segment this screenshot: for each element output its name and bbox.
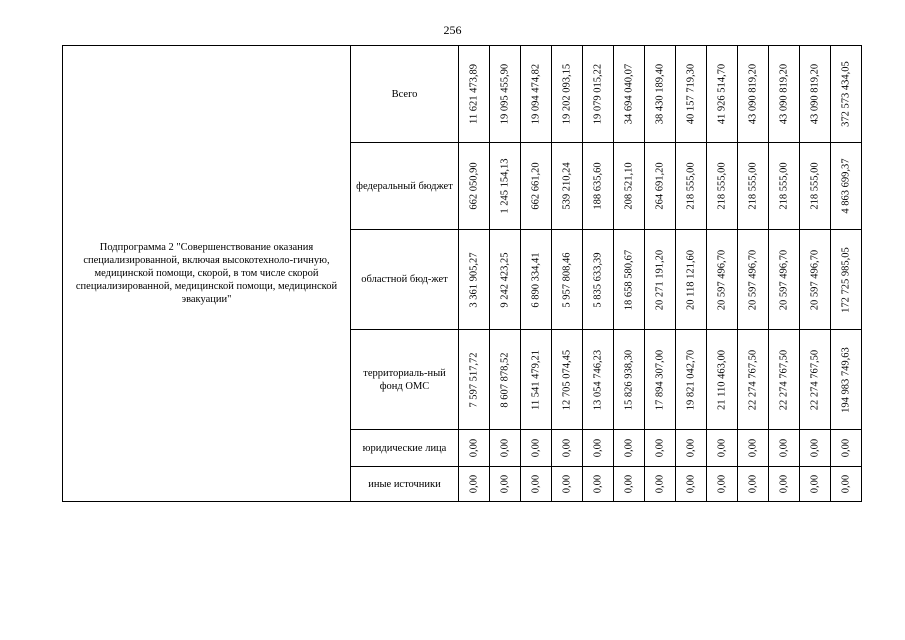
value-cell (676, 330, 707, 430)
value-text: 8 607 878,52 (499, 351, 511, 408)
value-cell (490, 46, 521, 143)
value-cell (521, 330, 552, 430)
value-cell (738, 430, 769, 467)
value-cell (707, 46, 738, 143)
funding-source-label: иные источники (351, 467, 459, 502)
funding-source-label: областной бюд-жет (351, 230, 459, 330)
value-text: 0,00 (840, 438, 852, 458)
value-text: 0,00 (468, 438, 480, 458)
value-cell (676, 143, 707, 230)
value-cell (738, 467, 769, 502)
value-cell (707, 467, 738, 502)
value-cell (490, 330, 521, 430)
value-cell (614, 230, 645, 330)
value-text: 38 430 189,40 (654, 63, 666, 125)
value-cell (831, 230, 862, 330)
value-text: 11 621 473,89 (468, 64, 480, 124)
value-text: 18 658 580,67 (623, 249, 635, 310)
value-cell (707, 430, 738, 467)
funding-source-label: юридические лица (351, 430, 459, 467)
value-text: 22 274 767,50 (778, 349, 790, 410)
value-text: 218 555,00 (809, 162, 821, 210)
value-text: 0,00 (840, 474, 852, 494)
value-cell (459, 467, 490, 502)
value-cell (645, 143, 676, 230)
value-text: 15 826 938,30 (623, 349, 635, 410)
value-cell (490, 467, 521, 502)
value-cell (738, 143, 769, 230)
value-cell (490, 430, 521, 467)
value-text: 0,00 (530, 474, 542, 494)
value-text: 662 661,20 (530, 162, 542, 210)
value-cell (552, 46, 583, 143)
value-text: 0,00 (561, 474, 573, 494)
value-text: 0,00 (778, 438, 790, 458)
value-cell (831, 430, 862, 467)
value-cell (583, 46, 614, 143)
value-text: 3 361 905,27 (468, 251, 480, 308)
value-text: 0,00 (778, 474, 790, 494)
value-text: 188 635,60 (592, 162, 604, 210)
funding-source-label: Всего (351, 46, 459, 143)
value-text: 20 597 496,70 (809, 249, 821, 310)
value-cell (769, 46, 800, 143)
value-text: 43 090 819,20 (747, 63, 759, 125)
value-cell (769, 330, 800, 430)
value-cell (521, 430, 552, 467)
value-text: 20 271 191,20 (654, 249, 666, 310)
value-text: 0,00 (468, 474, 480, 494)
value-cell (521, 467, 552, 502)
value-text: 0,00 (592, 474, 604, 494)
program-title: Подпрограмма 2 "Совершенствование оказания специализированной, включая высокотехноло-гичную, медицинской помощи, скорой, в том числе скорой специализированной, медицинской помощи, медицинской эвакуации" (63, 46, 351, 502)
value-text: 20 118 121,60 (685, 249, 697, 310)
value-text: 0,00 (654, 474, 666, 494)
value-text: 19 079 015,22 (592, 63, 604, 125)
funding-source-label: территориаль-ный фонд ОМС (351, 330, 459, 430)
value-cell (614, 330, 645, 430)
value-text: 218 555,00 (778, 162, 790, 210)
value-cell (645, 330, 676, 430)
value-cell (645, 230, 676, 330)
budget-table (62, 45, 862, 502)
value-text: 0,00 (592, 438, 604, 458)
value-text: 11 541 479,21 (530, 349, 542, 410)
value-cell (738, 230, 769, 330)
value-cell (800, 430, 831, 467)
value-cell (459, 330, 490, 430)
value-text: 218 555,00 (685, 162, 697, 210)
value-text: 19 094 474,82 (530, 63, 542, 125)
value-text: 208 521,10 (623, 162, 635, 210)
value-text: 41 926 514,70 (716, 63, 728, 125)
value-cell (769, 143, 800, 230)
value-cell (490, 143, 521, 230)
value-text: 172 725 985,05 (840, 246, 852, 313)
value-text: 21 110 463,00 (716, 349, 728, 410)
value-text: 40 157 719,30 (685, 63, 697, 125)
value-cell (583, 330, 614, 430)
value-text: 0,00 (499, 438, 511, 458)
value-text: 0,00 (716, 438, 728, 458)
value-text: 194 983 749,63 (840, 346, 852, 413)
value-cell (552, 430, 583, 467)
value-text: 0,00 (685, 438, 697, 458)
value-text: 218 555,00 (716, 162, 728, 210)
value-cell (738, 46, 769, 143)
value-text: 372 573 434,05 (840, 61, 852, 127)
value-text: 4 863 699,37 (840, 158, 852, 214)
value-cell (676, 230, 707, 330)
value-text: 0,00 (809, 474, 821, 494)
value-text: 0,00 (747, 474, 759, 494)
value-text: 264 691,20 (654, 162, 666, 210)
value-cell (521, 46, 552, 143)
value-cell (490, 230, 521, 330)
value-text: 5 957 808,46 (561, 251, 573, 308)
value-text: 13 054 746,23 (592, 349, 604, 410)
value-cell (831, 330, 862, 430)
value-text: 7 597 517,72 (468, 351, 480, 408)
value-cell (769, 430, 800, 467)
value-text: 17 894 307,00 (654, 349, 666, 410)
value-cell (800, 467, 831, 502)
value-text: 34 694 040,07 (623, 63, 635, 125)
value-text: 22 274 767,50 (747, 349, 759, 410)
value-text: 0,00 (561, 438, 573, 458)
value-cell (676, 467, 707, 502)
value-cell (800, 230, 831, 330)
value-cell (459, 143, 490, 230)
value-cell (645, 467, 676, 502)
value-cell (459, 46, 490, 143)
value-text: 0,00 (747, 438, 759, 458)
value-text: 662 050,90 (468, 162, 480, 210)
value-text: 22 274 767,50 (809, 349, 821, 410)
value-cell (614, 143, 645, 230)
value-cell (831, 467, 862, 502)
value-text: 0,00 (809, 438, 821, 458)
value-text: 0,00 (654, 438, 666, 458)
value-cell (800, 330, 831, 430)
value-text: 218 555,00 (747, 162, 759, 210)
value-cell (583, 467, 614, 502)
value-text: 20 597 496,70 (778, 249, 790, 310)
page-number: 256 (443, 23, 462, 37)
value-cell (769, 230, 800, 330)
value-text: 0,00 (530, 438, 542, 458)
value-text: 19 821 042,70 (685, 349, 697, 410)
value-cell (583, 230, 614, 330)
value-text: 19 202 093,15 (561, 63, 573, 125)
value-cell (707, 330, 738, 430)
value-cell (521, 143, 552, 230)
value-cell (676, 46, 707, 143)
value-text: 43 090 819,20 (809, 63, 821, 125)
value-text: 0,00 (716, 474, 728, 494)
value-cell (459, 430, 490, 467)
value-cell (645, 430, 676, 467)
value-text: 1 245 154,13 (499, 158, 511, 214)
value-cell (831, 143, 862, 230)
value-cell (645, 46, 676, 143)
value-cell (769, 467, 800, 502)
value-text: 0,00 (499, 474, 511, 494)
value-cell (552, 230, 583, 330)
value-cell (614, 46, 645, 143)
value-text: 43 090 819,20 (778, 63, 790, 125)
value-cell (831, 46, 862, 143)
value-text: 539 210,24 (561, 162, 573, 210)
value-cell (614, 430, 645, 467)
value-text: 0,00 (623, 438, 635, 458)
value-cell (583, 143, 614, 230)
value-cell (707, 230, 738, 330)
value-cell (552, 143, 583, 230)
value-cell (583, 430, 614, 467)
value-cell (521, 230, 552, 330)
value-text: 5 835 633,39 (592, 251, 604, 308)
value-cell (800, 46, 831, 143)
funding-source-label: федеральный бюджет (351, 143, 459, 230)
value-cell (676, 430, 707, 467)
value-cell (738, 330, 769, 430)
value-text: 9 242 423,25 (499, 251, 511, 308)
value-cell (552, 330, 583, 430)
value-text: 6 890 334,41 (530, 251, 542, 308)
table-row (63, 46, 862, 143)
value-cell (800, 143, 831, 230)
value-cell (614, 467, 645, 502)
value-cell (459, 230, 490, 330)
value-text: 20 597 496,70 (747, 249, 759, 310)
value-text: 0,00 (623, 474, 635, 494)
value-text: 20 597 496,70 (716, 249, 728, 310)
value-cell (552, 467, 583, 502)
value-text: 12 705 074,45 (561, 349, 573, 410)
value-cell (707, 143, 738, 230)
value-text: 19 095 455,90 (499, 63, 511, 125)
value-text: 0,00 (685, 474, 697, 494)
